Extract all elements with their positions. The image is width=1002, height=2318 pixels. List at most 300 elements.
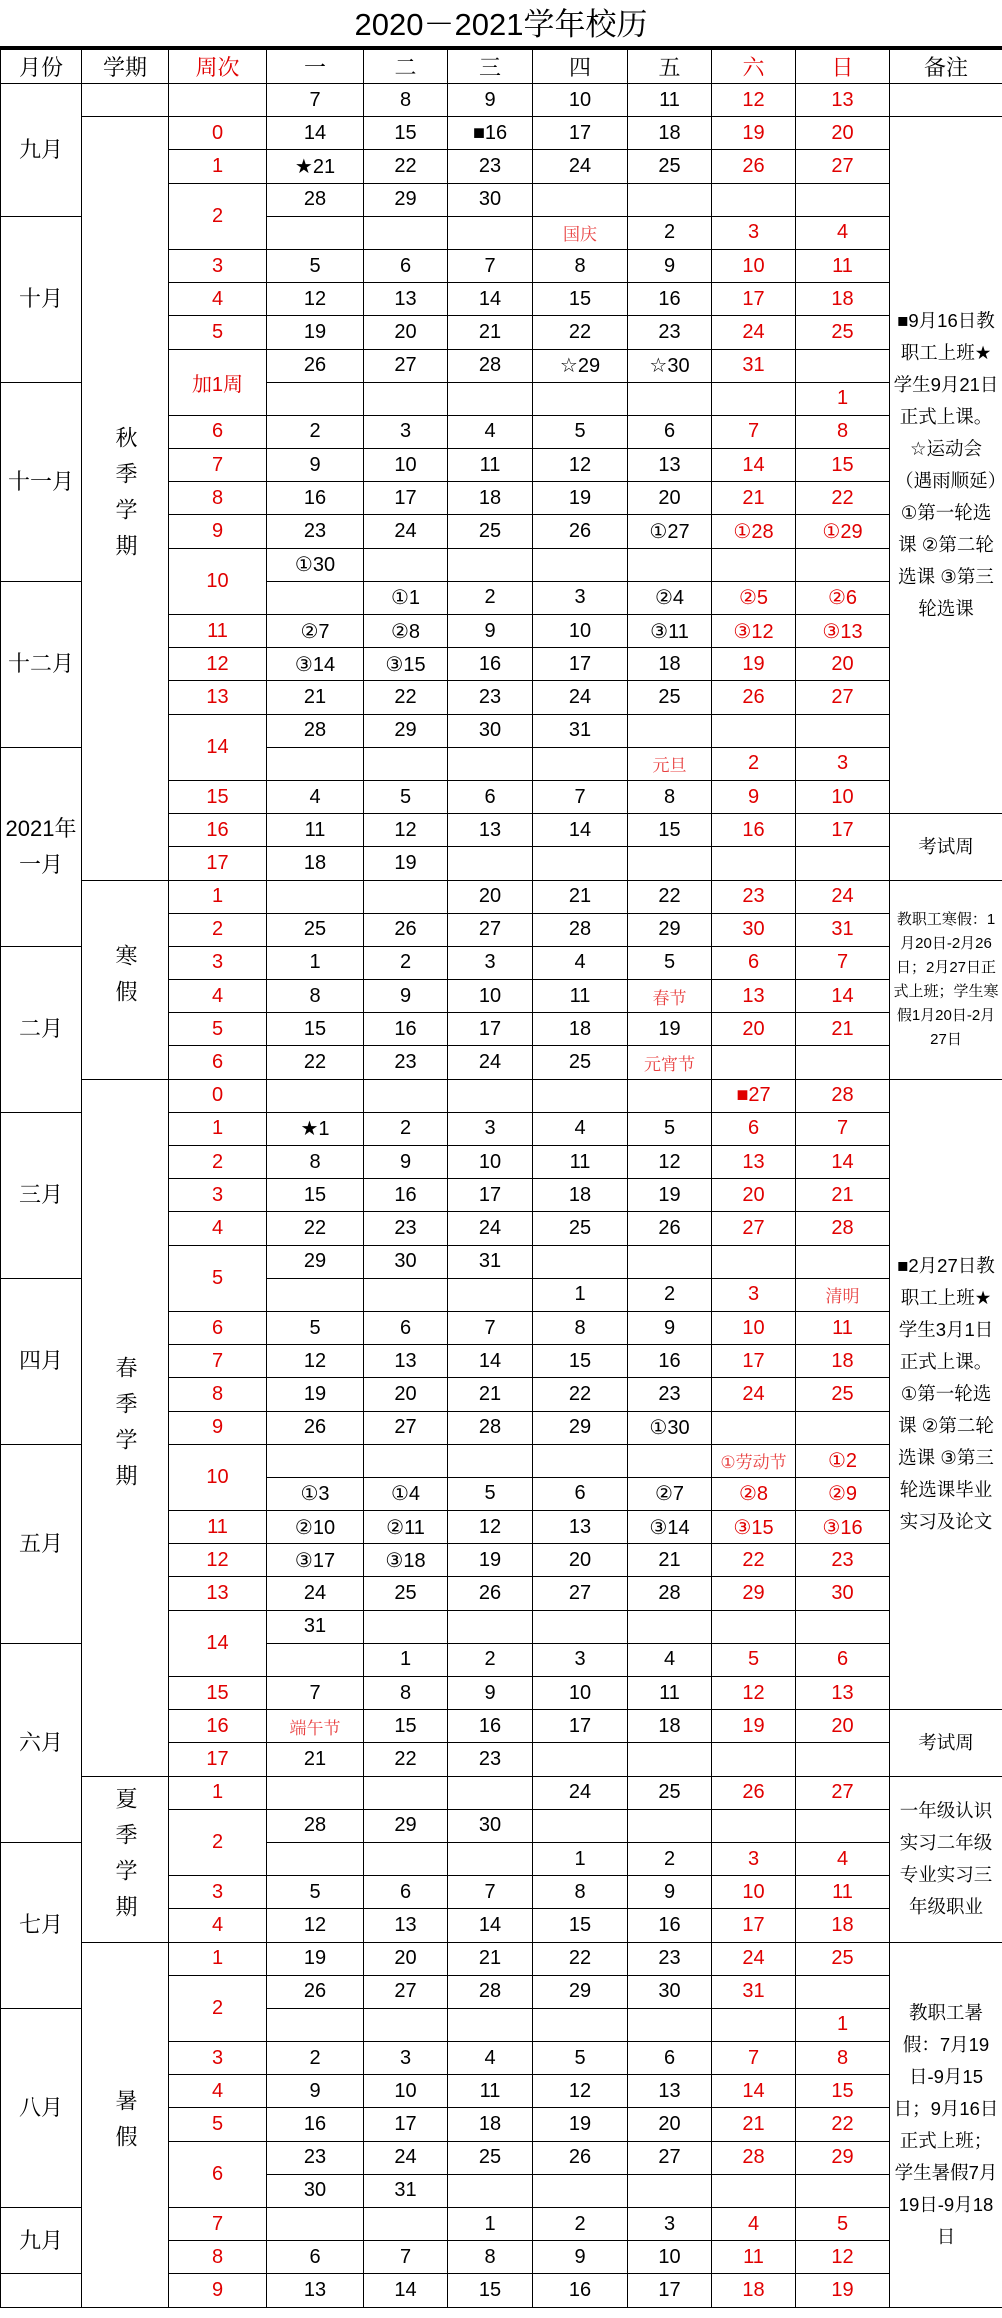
- week-number-cell: 9: [169, 515, 267, 548]
- day-cell: 17: [364, 2108, 448, 2141]
- day-cell: ②11: [364, 1511, 448, 1544]
- day-cell: 10: [364, 449, 448, 482]
- week-number-cell: 12: [169, 648, 267, 681]
- day-cell: 9: [628, 1311, 712, 1344]
- day-cell: 27: [448, 913, 533, 946]
- week-number-cell: 6: [169, 2141, 267, 2207]
- day-cell: 18: [712, 2274, 796, 2307]
- day-cell: ■27: [712, 1079, 796, 1112]
- day-cell: 30: [796, 1577, 890, 1610]
- day-cell: 10: [364, 2075, 448, 2108]
- day-cell: [448, 1079, 533, 1112]
- week-number-cell: 17: [169, 1743, 267, 1776]
- day-cell: 7: [712, 415, 796, 448]
- day-cell: 3: [712, 1842, 796, 1875]
- day-cell: 5: [712, 1643, 796, 1676]
- day-cell: [628, 1743, 712, 1776]
- day-cell: 4: [796, 216, 890, 249]
- day-cell: 18: [533, 1179, 628, 1212]
- day-cell: 22: [628, 880, 712, 913]
- week-number-cell: 14: [169, 714, 267, 780]
- day-cell: 21: [448, 1378, 533, 1411]
- day-cell: [364, 1079, 448, 1112]
- day-cell: [712, 2174, 796, 2207]
- day-cell: 11: [628, 84, 712, 117]
- day-cell: 25: [448, 515, 533, 548]
- day-cell: 10: [533, 615, 628, 648]
- day-cell: 13: [533, 1511, 628, 1544]
- day-cell: [533, 382, 628, 415]
- day-cell: 20: [796, 1710, 890, 1743]
- day-cell: 30: [448, 1809, 533, 1842]
- day-cell: 16: [628, 1345, 712, 1378]
- day-cell: [533, 747, 628, 780]
- term-cell: 秋季学期: [82, 117, 169, 880]
- day-cell: 2: [533, 2208, 628, 2241]
- day-cell: 9: [628, 1876, 712, 1909]
- day-cell: 3: [448, 1112, 533, 1145]
- day-cell: ③13: [796, 615, 890, 648]
- day-cell: 20: [364, 1378, 448, 1411]
- week-number-cell: 1: [169, 880, 267, 913]
- header-notes: 备注: [890, 50, 1002, 84]
- day-cell: 9: [364, 980, 448, 1013]
- day-cell: [712, 1046, 796, 1079]
- day-cell: 20: [364, 1942, 448, 1975]
- day-cell: 18: [796, 1909, 890, 1942]
- day-cell: 24: [712, 1942, 796, 1975]
- month-cell: 四月: [1, 1278, 82, 1444]
- day-cell: 8: [448, 2241, 533, 2274]
- day-cell: 9: [533, 2241, 628, 2274]
- day-cell: [364, 1278, 448, 1311]
- day-cell: 21: [796, 1013, 890, 1046]
- day-cell: 5: [628, 946, 712, 979]
- week-number-cell: 6: [169, 1311, 267, 1344]
- day-cell: ①4: [364, 1477, 448, 1510]
- day-cell: 9: [712, 780, 796, 813]
- day-cell: ①3: [267, 1477, 364, 1510]
- day-cell: 15: [533, 1345, 628, 1378]
- week-number-cell: 7: [169, 1345, 267, 1378]
- day-cell: 6: [712, 946, 796, 979]
- school-calendar-table: [0, 49, 1002, 2308]
- day-cell: [712, 1411, 796, 1444]
- day-cell: 12: [267, 1909, 364, 1942]
- day-cell: 1: [267, 946, 364, 979]
- day-cell: [267, 2208, 364, 2241]
- day-cell: [364, 548, 448, 581]
- day-cell: 12: [712, 1677, 796, 1710]
- week-row: [1, 1942, 1002, 1975]
- day-cell: 8: [267, 980, 364, 1013]
- week-number-cell: 2: [169, 913, 267, 946]
- day-cell: 29: [364, 183, 448, 216]
- day-cell: 26: [448, 1577, 533, 1610]
- day-cell: 3: [533, 581, 628, 614]
- day-cell: 6: [448, 780, 533, 813]
- day-cell: 30: [267, 2174, 364, 2207]
- day-cell: 27: [364, 1975, 448, 2008]
- week-number-cell: 8: [169, 2241, 267, 2274]
- day-cell: [533, 1079, 628, 1112]
- day-cell: 24: [448, 1212, 533, 1245]
- day-cell: 15: [533, 283, 628, 316]
- week-row: [1, 880, 1002, 913]
- day-cell: [448, 548, 533, 581]
- day-cell: 10: [796, 780, 890, 813]
- week-number-cell: 1: [169, 1112, 267, 1145]
- month-cell: 十月: [1, 216, 82, 382]
- week-number-cell: 15: [169, 1677, 267, 1710]
- day-cell: 11: [628, 1677, 712, 1710]
- day-cell: 14: [533, 814, 628, 847]
- day-cell: [448, 2008, 533, 2041]
- day-cell: 2: [267, 415, 364, 448]
- day-cell: 17: [533, 117, 628, 150]
- day-cell: 26: [267, 349, 364, 382]
- day-cell: 30: [448, 714, 533, 747]
- day-cell: 29: [364, 1809, 448, 1842]
- day-cell: 18: [796, 1345, 890, 1378]
- day-cell: 13: [796, 1677, 890, 1710]
- day-cell: 4: [796, 1842, 890, 1875]
- day-cell: 27: [533, 1577, 628, 1610]
- day-cell: 25: [628, 150, 712, 183]
- day-cell: 2: [628, 1278, 712, 1311]
- day-cell: 22: [364, 1743, 448, 1776]
- day-cell: 22: [533, 316, 628, 349]
- day-cell: 22: [267, 1046, 364, 1079]
- term-cell: [82, 84, 169, 117]
- day-cell: ②6: [796, 581, 890, 614]
- day-cell: 16: [448, 648, 533, 681]
- day-cell: [796, 1046, 890, 1079]
- day-cell: [796, 1975, 890, 2008]
- day-cell: [796, 1411, 890, 1444]
- day-cell: 17: [448, 1013, 533, 1046]
- day-cell: 2: [267, 2042, 364, 2075]
- term-cell: 春季学期: [82, 1079, 169, 1776]
- month-cell: 八月: [1, 2008, 82, 2207]
- day-cell: 26: [712, 1776, 796, 1809]
- day-cell: [364, 216, 448, 249]
- day-cell: [267, 2008, 364, 2041]
- header-tue: 二: [364, 50, 448, 84]
- month-cell: 二月: [1, 946, 82, 1112]
- day-cell: ③11: [628, 615, 712, 648]
- day-cell: [796, 2174, 890, 2207]
- week-number-cell: 8: [169, 1378, 267, 1411]
- day-cell: [796, 1245, 890, 1278]
- day-cell: 5: [364, 780, 448, 813]
- day-cell: [448, 847, 533, 880]
- day-cell: [533, 1743, 628, 1776]
- day-cell: 6: [533, 1477, 628, 1510]
- day-cell: 6: [712, 1112, 796, 1145]
- day-cell: 8: [533, 249, 628, 282]
- day-cell: [364, 1610, 448, 1643]
- day-cell: 21: [628, 1544, 712, 1577]
- week-number-cell: 2: [169, 1146, 267, 1179]
- day-cell: 22: [533, 1942, 628, 1975]
- note-cell: 教职工暑假：7月19日-9月15日；9月16日正式上班；学生暑假7月19日-9月18日: [890, 1942, 1002, 2307]
- day-cell: 26: [267, 1411, 364, 1444]
- day-cell: [448, 2174, 533, 2207]
- day-cell: 7: [796, 946, 890, 979]
- day-cell: 12: [533, 2075, 628, 2108]
- day-cell: 5: [267, 1876, 364, 1909]
- day-cell: 13: [712, 1146, 796, 1179]
- day-cell: [533, 2008, 628, 2041]
- day-cell: 2: [628, 1842, 712, 1875]
- week-number-cell: [169, 84, 267, 117]
- day-cell: [712, 1610, 796, 1643]
- day-cell: 25: [628, 681, 712, 714]
- day-cell: 26: [533, 515, 628, 548]
- day-cell: 22: [796, 2108, 890, 2141]
- day-cell: [628, 1610, 712, 1643]
- day-cell: 24: [267, 1577, 364, 1610]
- header-thu: 四: [533, 50, 628, 84]
- day-cell: [533, 548, 628, 581]
- note-cell: 考试周: [890, 814, 1002, 880]
- day-cell: [712, 847, 796, 880]
- day-cell: 20: [533, 1544, 628, 1577]
- day-cell: ①1: [364, 581, 448, 614]
- week-number-cell: 10: [169, 1444, 267, 1510]
- day-cell: 18: [796, 283, 890, 316]
- day-cell: 9: [628, 249, 712, 282]
- day-cell: 7: [533, 780, 628, 813]
- day-cell: 10: [533, 84, 628, 117]
- day-cell: [533, 1444, 628, 1477]
- day-cell: 19: [533, 2108, 628, 2141]
- day-cell: 23: [628, 1942, 712, 1975]
- day-cell: [267, 1444, 364, 1477]
- day-cell: 12: [364, 814, 448, 847]
- day-cell: 23: [448, 1743, 533, 1776]
- month-cell: 三月: [1, 1112, 82, 1278]
- day-cell: 25: [796, 1378, 890, 1411]
- day-cell: 10: [712, 1876, 796, 1909]
- day-cell: 11: [796, 1311, 890, 1344]
- day-cell: 25: [364, 1577, 448, 1610]
- day-cell: 3: [712, 1278, 796, 1311]
- day-cell: 15: [533, 1909, 628, 1942]
- day-cell: 19: [712, 1710, 796, 1743]
- day-cell: 25: [533, 1212, 628, 1245]
- day-cell: 5: [796, 2208, 890, 2241]
- day-cell: [796, 1743, 890, 1776]
- day-cell: 7: [448, 1311, 533, 1344]
- day-cell: 27: [796, 150, 890, 183]
- day-cell: 21: [533, 880, 628, 913]
- day-cell: 19: [267, 316, 364, 349]
- day-cell: 10: [628, 2241, 712, 2274]
- day-cell: 16: [364, 1179, 448, 1212]
- day-cell: 10: [448, 1146, 533, 1179]
- day-cell: 20: [628, 482, 712, 515]
- day-cell: 5: [267, 249, 364, 282]
- day-cell: 24: [448, 1046, 533, 1079]
- day-cell: 21: [448, 316, 533, 349]
- day-cell: 31: [533, 714, 628, 747]
- week-number-cell: 3: [169, 249, 267, 282]
- week-number-cell: 3: [169, 2042, 267, 2075]
- day-cell: 5: [448, 1477, 533, 1510]
- note-cell: 一年级认识实习二年级专业实习三年级职业: [890, 1776, 1002, 1942]
- day-cell: [448, 747, 533, 780]
- day-cell: 29: [796, 2141, 890, 2174]
- day-cell: 18: [267, 847, 364, 880]
- day-cell: ■16: [448, 117, 533, 150]
- day-cell: [448, 1776, 533, 1809]
- day-cell: [712, 382, 796, 415]
- day-cell: ②10: [267, 1511, 364, 1544]
- day-cell: 8: [533, 1876, 628, 1909]
- day-cell: 24: [533, 681, 628, 714]
- day-cell: 26: [533, 2141, 628, 2174]
- day-cell: [267, 747, 364, 780]
- day-cell: [267, 1079, 364, 1112]
- day-cell: 30: [712, 913, 796, 946]
- day-cell: 13: [364, 1909, 448, 1942]
- day-cell: [533, 847, 628, 880]
- day-cell: 25: [796, 316, 890, 349]
- month-cell: 十二月: [1, 581, 82, 747]
- day-cell: 8: [364, 84, 448, 117]
- day-cell: 4: [448, 2042, 533, 2075]
- day-cell: ②8: [364, 615, 448, 648]
- day-cell: 23: [364, 1046, 448, 1079]
- day-cell: 9: [267, 2075, 364, 2108]
- day-cell: [364, 1444, 448, 1477]
- week-number-cell: 5: [169, 1245, 267, 1311]
- day-cell: 29: [533, 1411, 628, 1444]
- day-cell: 13: [267, 2274, 364, 2307]
- day-cell: 1: [796, 2008, 890, 2041]
- day-cell: [628, 1809, 712, 1842]
- week-number-cell: 13: [169, 1577, 267, 1610]
- day-cell: ①30: [267, 548, 364, 581]
- day-cell: 12: [448, 1511, 533, 1544]
- day-cell: [628, 1079, 712, 1112]
- day-cell: ③14: [267, 648, 364, 681]
- day-cell: [712, 1245, 796, 1278]
- week-number-cell: 3: [169, 1179, 267, 1212]
- day-cell: 2: [448, 1643, 533, 1676]
- header-fri: 五: [628, 50, 712, 84]
- day-cell: 19: [712, 117, 796, 150]
- week-number-cell: 4: [169, 283, 267, 316]
- day-cell: 28: [448, 349, 533, 382]
- day-cell: 30: [448, 183, 533, 216]
- day-cell: ①劳动节: [712, 1444, 796, 1477]
- day-cell: 5: [267, 1311, 364, 1344]
- month-cell: [1, 2274, 82, 2307]
- day-cell: 4: [533, 1112, 628, 1145]
- day-cell: 8: [533, 1311, 628, 1344]
- day-cell: 31: [364, 2174, 448, 2207]
- note-cell: ■2月27日教职工上班★学生3月1日正式上课。①第一轮选课 ②第二轮选课 ③第三轮选课毕业实习及论文: [890, 1079, 1002, 1710]
- day-cell: [364, 2008, 448, 2041]
- day-cell: 3: [448, 946, 533, 979]
- day-cell: [796, 847, 890, 880]
- week-number-cell: 17: [169, 847, 267, 880]
- day-cell: 7: [448, 1876, 533, 1909]
- header-row: [1, 50, 1002, 84]
- day-cell: 3: [796, 747, 890, 780]
- day-cell: 5: [628, 1112, 712, 1145]
- day-cell: 9: [364, 1146, 448, 1179]
- month-cell: 九月: [1, 2208, 82, 2274]
- day-cell: ★1: [267, 1112, 364, 1145]
- month-cell: 九月: [1, 84, 82, 217]
- day-cell: 28: [448, 1975, 533, 2008]
- day-cell: 7: [364, 2241, 448, 2274]
- day-cell: ③16: [796, 1511, 890, 1544]
- day-cell: 4: [267, 780, 364, 813]
- day-cell: 31: [448, 1245, 533, 1278]
- day-cell: 20: [628, 2108, 712, 2141]
- term-cell: 夏季学期: [82, 1776, 169, 1942]
- day-cell: 14: [267, 117, 364, 150]
- day-cell: 2: [364, 946, 448, 979]
- day-cell: 18: [628, 648, 712, 681]
- day-cell: [796, 183, 890, 216]
- term-cell: 寒假: [82, 880, 169, 1079]
- day-cell: 24: [533, 150, 628, 183]
- week-number-cell: 3: [169, 1876, 267, 1909]
- day-cell: 7: [712, 2042, 796, 2075]
- day-cell: 10: [448, 980, 533, 1013]
- day-cell: 29: [364, 714, 448, 747]
- week-number-cell: 4: [169, 2075, 267, 2108]
- day-cell: 10: [533, 1677, 628, 1710]
- month-cell: 七月: [1, 1842, 82, 2008]
- day-cell: ☆30: [628, 349, 712, 382]
- calendar-body: [1, 84, 1002, 2308]
- day-cell: 28: [267, 1809, 364, 1842]
- day-cell: 6: [267, 2241, 364, 2274]
- day-cell: 7: [796, 1112, 890, 1145]
- day-cell: 5: [533, 415, 628, 448]
- day-cell: 25: [267, 913, 364, 946]
- day-cell: 8: [628, 780, 712, 813]
- day-cell: 31: [267, 1610, 364, 1643]
- day-cell: [364, 1776, 448, 1809]
- day-cell: [628, 382, 712, 415]
- day-cell: 16: [267, 482, 364, 515]
- day-cell: ③17: [267, 1544, 364, 1577]
- day-cell: 17: [712, 1345, 796, 1378]
- week-number-cell: 13: [169, 681, 267, 714]
- week-number-cell: 加1周: [169, 349, 267, 415]
- week-number-cell: 3: [169, 946, 267, 979]
- day-cell: ②5: [712, 581, 796, 614]
- day-cell: 1: [533, 1278, 628, 1311]
- day-cell: 2: [364, 1112, 448, 1145]
- week-row: [1, 1079, 1002, 1112]
- day-cell: 16: [364, 1013, 448, 1046]
- day-cell: 12: [712, 84, 796, 117]
- day-cell: 1: [448, 2208, 533, 2241]
- day-cell: 11: [448, 449, 533, 482]
- day-cell: 25: [448, 2141, 533, 2174]
- day-cell: 19: [364, 847, 448, 880]
- day-cell: 8: [796, 415, 890, 448]
